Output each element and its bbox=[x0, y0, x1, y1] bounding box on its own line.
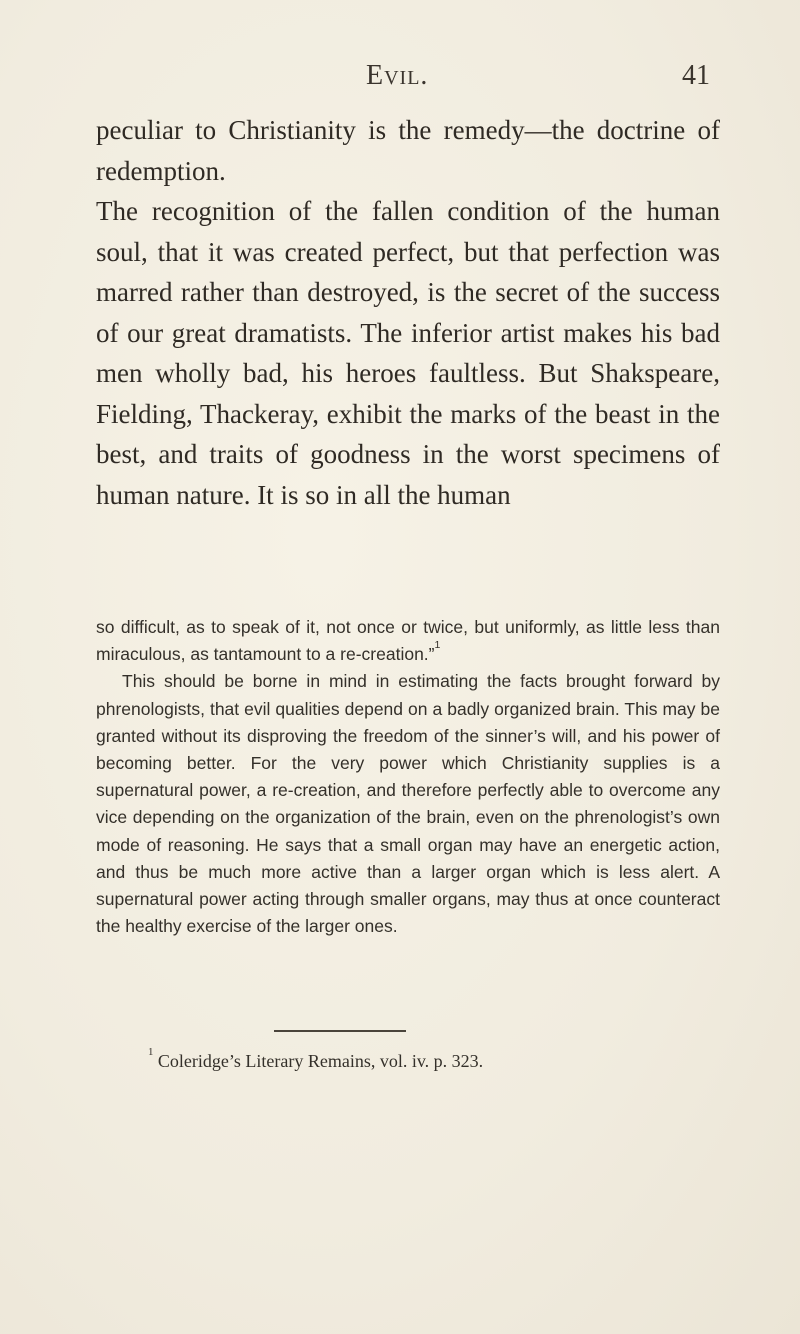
quoted-text bbox=[96, 614, 720, 940]
footnote-reference: 1 bbox=[434, 639, 441, 652]
page-number: 41 bbox=[682, 60, 710, 91]
footnote-rule bbox=[274, 1030, 406, 1032]
footnote-marker: 1 bbox=[148, 1045, 154, 1058]
paragraph-quote-end bbox=[96, 614, 720, 668]
quote-text: so difficult, as to speak of it, not once or twice, but uniformly, as little less than miraculous, as tantamount to a re-creation.” bbox=[96, 617, 720, 665]
footnote bbox=[148, 1045, 728, 1074]
running-head bbox=[96, 60, 716, 96]
paragraph-continuation: peculiar to Christianity is the remedy—the doctrine of redemption. bbox=[96, 115, 720, 186]
paragraph-dramatists: The recognition of the fallen condition of the human soul, that it was created perfect, but that perfection was marred rather than destroyed, is the secret of the success of our great dramatists. The inferior artist makes his bad men wholly bad, his heroes faultless. But Shakspeare, Fielding, Thackeray, exhibit the marks of the beast in the best, and traits of goodness in the worst specimens of human nature. It is so in all the human bbox=[96, 196, 720, 510]
running-title: Evil. bbox=[366, 60, 429, 91]
footnote-text: Coleridge’s Literary Remains, vol. iv. p. 323. bbox=[157, 1051, 484, 1071]
main-text bbox=[96, 110, 720, 515]
paragraph-phrenology: This should be borne in mind in estimating the facts brought forward by phrenologists, that evil qualities depend on a badly organized brain. This may be granted without its disproving the freedom of the sinner’s will, and his power of becoming better. For the very power which Christianity supplies is a supernatural power, a re-creation, and therefore perfectly able to overcome any vice depending on the organization of the brain, even on the phrenologist’s own mode of reasoning. He says that a small organ may have an energetic action, and thus be much more active than a larger organ which is less alert. A supernatural power acting through smaller organs, may thus at once counteract the healthy exercise of the larger ones. bbox=[96, 671, 720, 937]
